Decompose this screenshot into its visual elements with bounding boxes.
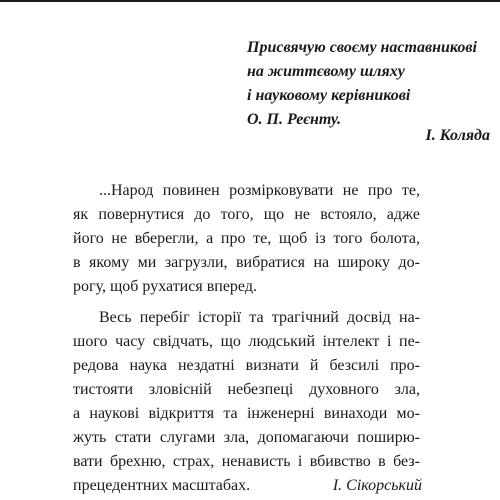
dedication-signature: І. Коляда — [425, 127, 490, 144]
epigraph-signature: І. Сікорський — [332, 477, 422, 494]
dedication-line: на життєвому шляху — [247, 63, 405, 80]
epigraph-line: Весь перебіг історії та трагічний досвід на- — [99, 309, 420, 326]
epigraph-line: рогу, щоб рухатися вперед. — [73, 278, 257, 295]
dedication-line: Присвячую своєму наставникові — [247, 39, 477, 56]
epigraph-line: а наукові відкриття та інженерні винаходи мо- — [73, 405, 420, 422]
epigraph-first — [73, 179, 420, 299]
epigraph-line: в якому ми загрузли, вибратися на широку до- — [73, 254, 420, 271]
epigraph-line: ...Народ повинен розмірковувати не про те, — [99, 182, 420, 199]
epigraph-line: шого часу свідчать, що людський інтелект і пе- — [73, 333, 420, 350]
epigraph-line: жуть стати слугами зла, допомагаючи пошиpю- — [73, 429, 420, 446]
top-rule — [0, 0, 500, 2]
epigraph-line: його не вберегли, а про те, щоб із того болота, — [73, 230, 420, 247]
dedication-line: і науковому керівникові — [247, 87, 411, 104]
epigraph-line: прецедентних масштабах. — [73, 477, 251, 494]
dedication — [247, 36, 492, 132]
epigraph-line: тистояти зловісній небезпеці духовного зла, — [73, 381, 420, 398]
epigraph-line: вати брехню, страх, ненависть і вбивство в без- — [73, 453, 420, 470]
epigraph-line: редова наука нездатні визнати й безсилі про- — [73, 357, 420, 374]
epigraph-line: як повернутися до того, що не встояло, адже — [73, 206, 420, 223]
dedication-line: О. П. Реєнту. — [247, 111, 341, 128]
epigraph-second — [73, 306, 420, 498]
